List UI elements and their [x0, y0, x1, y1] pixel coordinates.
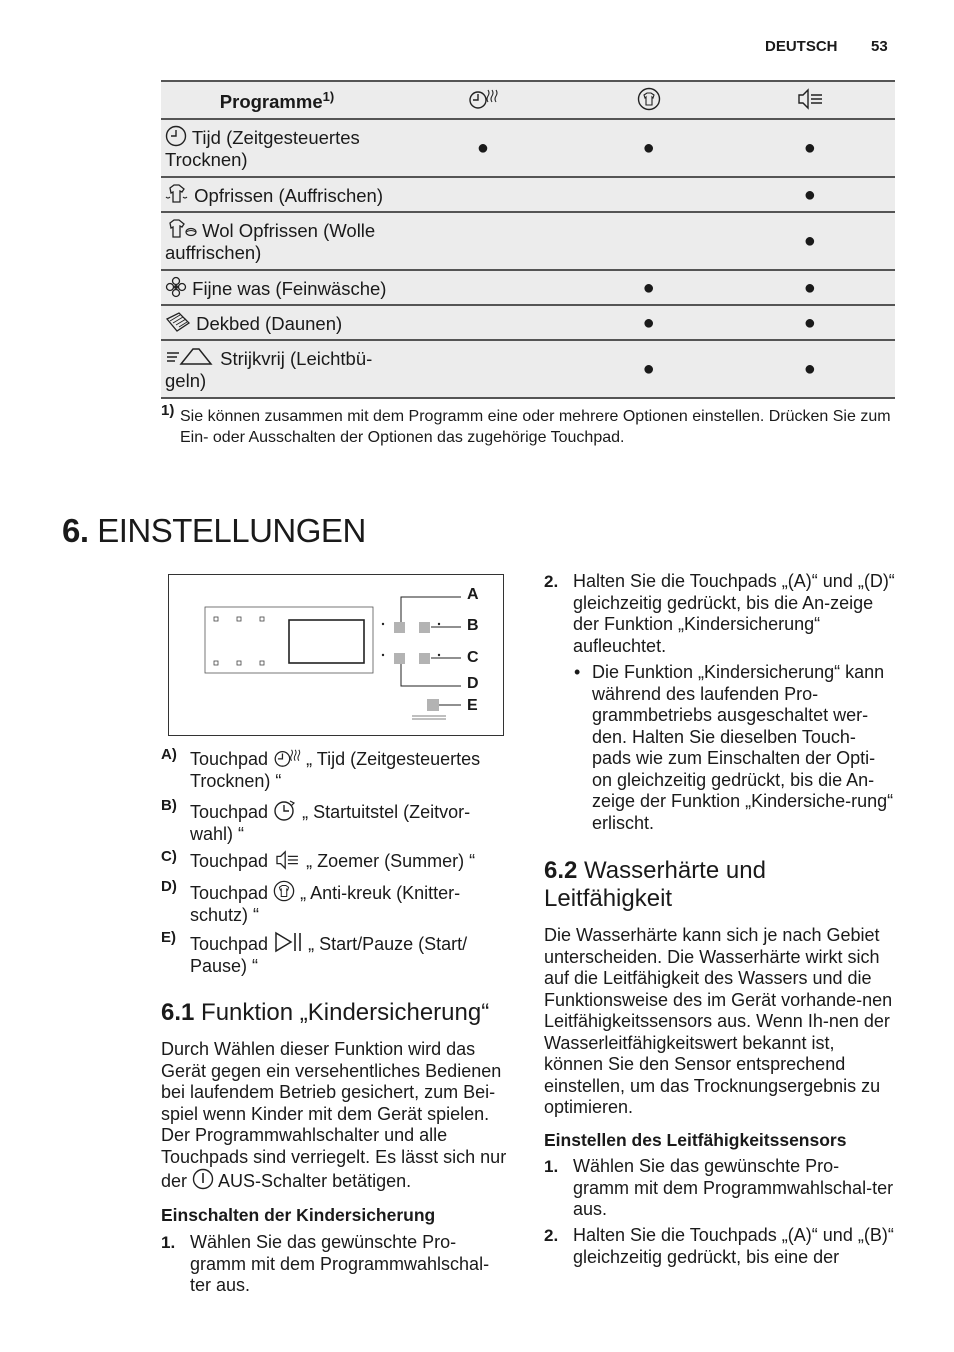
- buzzer-icon: [796, 88, 824, 110]
- time-dry-icon: [468, 88, 498, 110]
- table-row: [161, 270, 895, 305]
- legend-item: Touchpad „ Zoemer (Summer) “: [190, 851, 476, 871]
- legend-key: E): [161, 929, 176, 946]
- programme-name: Dekbed (Daunen): [196, 312, 343, 334]
- mark-cell: ●: [725, 270, 896, 305]
- step-text: Wählen Sie das gewünschte Pro-gramm mit dem Programmwahlschal-ter aus.: [573, 1156, 894, 1219]
- legend-key: C): [161, 848, 177, 865]
- programme-table: [161, 80, 895, 399]
- buzzer-icon: [273, 850, 301, 870]
- mark-cell: ●: [725, 177, 896, 212]
- mark-cell: ●: [573, 119, 725, 177]
- step-number: 2.: [544, 1226, 559, 1245]
- anti-crease-icon: [637, 87, 661, 111]
- mark-cell: ●: [573, 340, 725, 398]
- mark-cell: ●: [725, 340, 896, 398]
- diagram-label-b: B: [467, 617, 479, 634]
- page-number: 53: [871, 38, 888, 55]
- legend-item: Touchpad „ Anti-kreuk (Knitter-schutz) “: [190, 880, 510, 926]
- legend-item: Touchpad „ Tijd (Zeitgesteuertes Trocknen) “: [190, 749, 481, 791]
- anti-crease-icon: [273, 880, 295, 902]
- start-pause-icon: [273, 931, 303, 953]
- wool-refresh-icon: [165, 218, 197, 240]
- mark-cell: [393, 340, 573, 398]
- programme-name: Strijkvrij (Leichtbü-geln): [165, 348, 373, 391]
- power-icon: [192, 1168, 214, 1190]
- mark-cell: [393, 305, 573, 340]
- step-number: 1.: [544, 1157, 559, 1176]
- table-header-row: [161, 81, 895, 119]
- duvet-icon: [165, 311, 191, 333]
- easy-iron-icon: [165, 346, 215, 368]
- legend-key: A): [161, 746, 177, 763]
- programme-name: Opfrissen (Auffrischen): [194, 184, 383, 206]
- paragraph-water-hardness: Die Wasserhärte kann sich je nach Gebiet unterscheiden. Die Wasserhärte wirkt sich auf die Leitfähigkeit des Wassers und die Funktionsweise des im Gerät vorhande-nen Leitfähigkeitssensors aus. Wenn Ih-nen der Wasserleitfähigkeitswert bekannt ist, können Sie den Sensor entsprechend einstellen, um das Trocknungsergebnis zu optimieren.: [544, 925, 893, 1117]
- mark-cell: [393, 212, 573, 270]
- legend-key: B): [161, 797, 177, 814]
- subheading-enable-child-lock: Einschalten der Kindersicherung: [161, 1205, 436, 1225]
- subsection-heading-6-2: 6.2 Wasserhärte und Leitfähigkeit: [544, 857, 766, 912]
- programme-name: Wol Opfrissen (Wolle auffrischen): [165, 220, 376, 263]
- header-footnote-ref: 1): [322, 89, 335, 105]
- mark-cell: ●: [725, 305, 896, 340]
- mark-cell: ●: [393, 119, 573, 177]
- mark-cell: [393, 270, 573, 305]
- subheading-conductivity-sensor: Einstellen des Leitfähigkeitssensors: [544, 1130, 847, 1150]
- diagram-label-a: A: [467, 586, 479, 603]
- step-number: 1.: [161, 1233, 176, 1252]
- programme-header: Programme: [219, 91, 323, 113]
- time-dry-icon: [273, 748, 301, 768]
- mark-cell: [573, 177, 725, 212]
- legend-item: Touchpad „ Start/Pauze (Start/ Pause) “: [190, 931, 510, 977]
- section-heading: [62, 512, 366, 550]
- programme-name: Fijne was (Feinwäsche): [192, 277, 387, 299]
- mark-cell: [393, 177, 573, 212]
- clock-icon: [165, 125, 187, 147]
- step-text: Halten Sie die Touchpads „(A)“ und „(B)“ gleichzeitig gedrückt, bis eine der: [573, 1225, 894, 1267]
- step-text: Halten Sie die Touchpads „(A)“ und „(D)“ gleichzeitig gedrückt, bis die An-zeige der Funktion „Kindersicherung“ aufleuchtet.: [573, 571, 895, 656]
- section-title: EINSTELLUNGEN: [97, 512, 366, 549]
- subsection-heading-6-1: 6.1 Funktion „Kindersicherung“: [161, 999, 490, 1026]
- table-row: [161, 177, 895, 212]
- delay-start-icon: [273, 799, 297, 821]
- legend-item: Touchpad „ Startuitstel (Zeitvor-wahl) “: [190, 799, 510, 845]
- mark-cell: ●: [573, 305, 725, 340]
- language-label: DEUTSCH: [765, 38, 838, 55]
- diagram-label-e: E: [467, 697, 478, 714]
- diagram-label-c: C: [467, 649, 479, 666]
- mark-cell: ●: [725, 119, 896, 177]
- table-row: [161, 119, 895, 177]
- mark-cell: ●: [725, 212, 896, 270]
- table-row: [161, 340, 895, 398]
- footnote-marker: 1): [161, 402, 175, 419]
- footnote-text: Sie können zusammen mit dem Programm eine oder mehrere Optionen einstellen. Drücken Sie zum Ein- oder Ausschalten der Optionen das zugehörige Touchpad.: [180, 408, 891, 446]
- table-row: [161, 212, 895, 270]
- bullet-text: Die Funktion „Kindersicherung“ kann während des laufenden Pro-grammbetriebs ausgeschaltet wer-den. Halten Sie dieselben Touch-pads wie zum Einschalten der Opti-on gleichzeitig gedrückt, bis die An-zeige der Funktion „Kindersiche-rung“ erlischt.: [592, 662, 894, 833]
- step-text: Wählen Sie das gewünschte Pro-gramm mit dem Programmwahlschal-ter aus.: [190, 1232, 490, 1295]
- paragraph-child-lock: Durch Wählen dieser Funktion wird das Gerät gegen ein versehentliches Bedienen bei laufendem Betrieb gesichert, zum Bei-spiel wenn Kinder mit dem Gerät spielen. Der Programmwahlschalter und alle Touchpads sind verriegelt. Es lässt sich nur der AUS-Schalter betätigen.: [161, 1039, 507, 1191]
- legend-key: D): [161, 878, 177, 895]
- step-number: 2.: [544, 572, 559, 591]
- mark-cell: ●: [573, 270, 725, 305]
- mark-cell: [573, 212, 725, 270]
- panel-drawing: [169, 575, 503, 735]
- delicates-flower-icon: [165, 276, 187, 298]
- section-number: 6.: [62, 512, 89, 549]
- programme-name: Tijd (Zeitgesteuertes Trocknen): [165, 127, 360, 170]
- diagram-label-d: D: [467, 675, 479, 692]
- bullet-dot: •: [574, 662, 581, 682]
- table-row: [161, 305, 895, 340]
- control-panel-diagram: [168, 574, 504, 736]
- refresh-shirt-icon: [165, 183, 189, 205]
